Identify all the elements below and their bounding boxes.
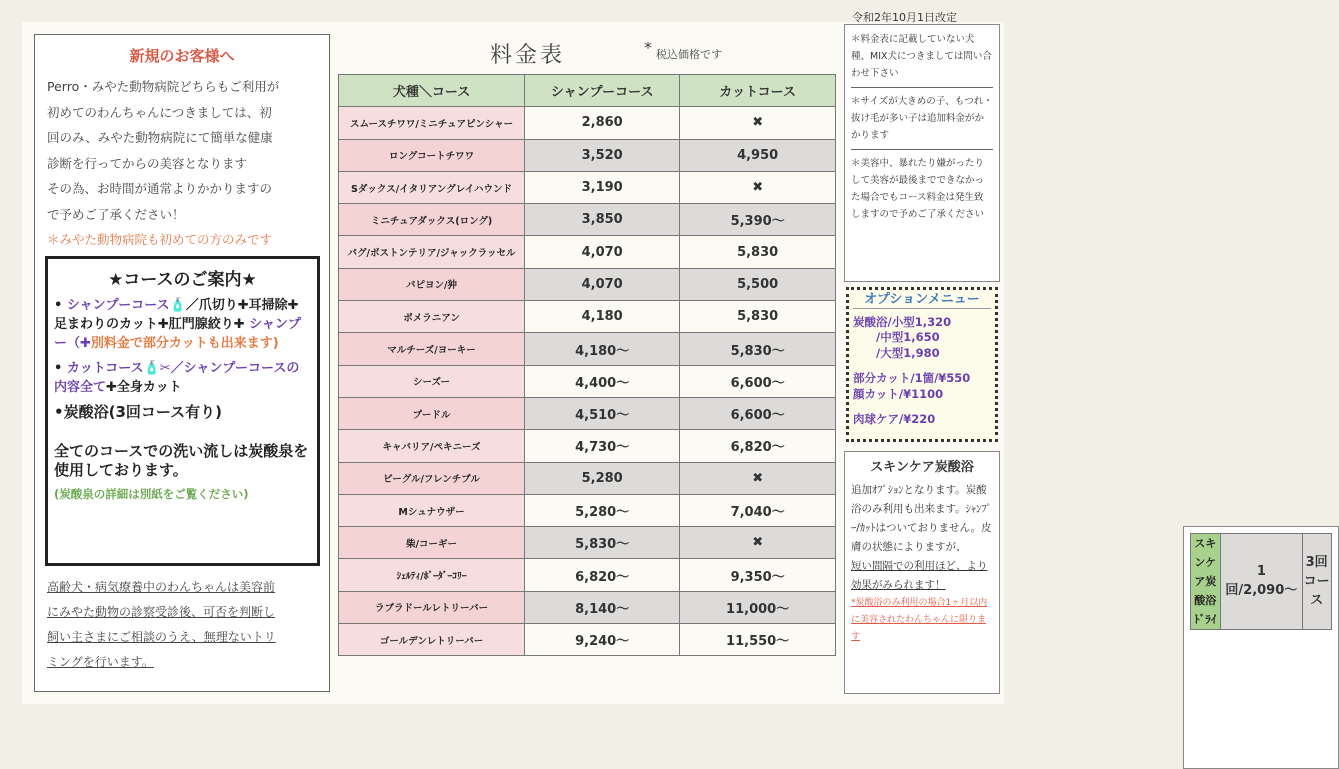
breed-cell: パピヨン/狆	[339, 268, 525, 300]
price-row	[339, 171, 836, 203]
shampoo-price-cell: 3,850	[525, 204, 680, 236]
shampoo-price-cell: 6,820〜	[525, 559, 680, 591]
cut-price-cell: 5,830〜	[680, 333, 836, 365]
cut-price-cell: 6,600〜	[680, 397, 836, 429]
breed-cell: Sダックス/イタリアングレイハウンド	[339, 171, 525, 203]
price-row	[339, 333, 836, 365]
header-cut: カットコース	[680, 75, 836, 107]
senior-line: 高齢犬・病気療養中のわんちゃんは美容前	[47, 580, 276, 594]
course-guide-title: ★コースのご案内★	[108, 270, 257, 290]
price-row	[339, 559, 836, 591]
revision-date: 令和2年10月1日改定	[852, 11, 957, 24]
carbonic-rinse-note: 全てのコースでの洗い流しは炭酸泉を使用しております。	[54, 442, 309, 479]
price-row	[339, 107, 836, 139]
option-line: /中型1,650	[853, 330, 940, 344]
shampoo-course-contents: ／爪切り✚耳掃除✚足まわりのカット✚肛門腺絞り✚	[54, 298, 299, 332]
shampoo-price-cell: 8,140〜	[525, 591, 680, 623]
senior-dog-note	[47, 575, 317, 675]
price-row	[339, 139, 836, 171]
senior-line: にみやた動物の診察受診後、可否を判断し	[47, 605, 276, 619]
option-line: 部分カット/1箇/¥550	[853, 371, 971, 385]
breed-cell: ビーグル/フレンチブル	[339, 462, 525, 494]
spacer	[853, 361, 991, 371]
shampoo-course-label: シャンプーコース🧴	[66, 298, 186, 313]
option-line: 肉球ケア/¥220	[853, 412, 936, 426]
shampoo-price-cell: 1回/2,090〜	[1220, 533, 1302, 629]
cut-price-cell: 4,950	[680, 139, 836, 171]
breed-cell: スキンケア炭酸浴ﾄﾞﾗｲ	[1190, 533, 1220, 629]
skincare-condition: *炭酸浴のみ利用の場合1ヶ月以内に美容されたわんちゃんに限ります	[851, 598, 988, 642]
tax-note: 税込価格です	[656, 48, 722, 61]
breed-cell: キャバリア/ペキニーズ	[339, 430, 525, 462]
note-large-dog: ＊サイズが大きめの子、もつれ・抜け毛が多い子は追加料金がかかります	[851, 96, 993, 141]
price-title: 料金表	[490, 43, 566, 68]
notes-panel	[844, 24, 1000, 282]
price-row	[339, 268, 836, 300]
senior-line: 飼い主さまにご相談のうえ、無理ないトリ	[47, 630, 276, 644]
divider	[851, 87, 993, 88]
intro-line: 初めてのわんちゃんにつきましては、初	[47, 104, 272, 120]
cut-course-contents: ／シャンプーコースの内容全て	[54, 361, 300, 395]
cut-price-cell: 5,830	[680, 301, 836, 333]
breed-cell: ポメラニアン	[339, 301, 525, 333]
breed-cell: マルチーズ/ヨーキー	[339, 333, 525, 365]
shampoo-price-cell: 5,830〜	[525, 527, 680, 559]
shampoo-course-partial-cut: 別料金で部分カットも出来ます)	[90, 336, 279, 351]
intro-line: で予めご了承ください！	[47, 206, 185, 222]
shampoo-price-cell: 2,860	[525, 107, 680, 139]
senior-line: ミングを行います。	[47, 655, 154, 669]
tax-star: *	[644, 38, 652, 57]
shampoo-price-cell: 3,520	[525, 139, 680, 171]
cut-price-cell: ✖	[680, 107, 836, 139]
new-customer-panel	[34, 34, 330, 692]
breed-cell: ロングコートチワワ	[339, 139, 525, 171]
header-breed: 犬種＼コース	[339, 75, 525, 107]
breed-cell: ミニチュアダックス(ロング)	[339, 204, 525, 236]
divider	[851, 149, 993, 150]
spacer	[853, 402, 991, 412]
option-menu-panel	[846, 287, 998, 442]
shampoo-price-cell: 4,180	[525, 301, 680, 333]
option-menu-title: オプションメニュー	[853, 292, 991, 309]
shampoo-price-cell: 4,070	[525, 268, 680, 300]
price-table-header	[339, 75, 836, 107]
header-shampoo: シャンプーコース	[525, 75, 680, 107]
skincare-body: 追加ｵﾌﾟｼｮﾝとなります。炭酸浴のみ利用も出来ます。ｼｬﾝﾌﾟｰ/ｶｯﾄはついておりません。皮膚の状態によりますが、	[851, 484, 992, 553]
price-row	[339, 591, 836, 623]
cut-price-cell: 6,600〜	[680, 365, 836, 397]
cut-course-fullcut: ✚全身カット	[106, 380, 182, 395]
shampoo-price-cell: 4,400〜	[525, 365, 680, 397]
shampoo-price-cell: 4,730〜	[525, 430, 680, 462]
shampoo-course-item: • シャンプーコース🧴／爪切り✚耳掃除✚足まわりのカット✚肛門腺絞り✚ シャンプー（✚別料金で部分カットも出来ます)	[54, 298, 301, 351]
cut-price-cell: 7,040〜	[680, 494, 836, 526]
cut-price-cell: ✖	[680, 171, 836, 203]
breed-cell: プードル	[339, 397, 525, 429]
note-unlisted-breed: ＊料金表に記載していない犬種、MIX犬につきましては問い合わせ下さい	[851, 34, 992, 79]
shampoo-price-cell: 9,240〜	[525, 624, 680, 656]
cut-price-cell: 5,500	[680, 268, 836, 300]
price-row	[1183, 526, 1339, 769]
price-row	[339, 527, 836, 559]
cut-price-cell: 11,550〜	[680, 624, 836, 656]
option-line: /大型1,980	[853, 345, 940, 360]
price-row	[339, 430, 836, 462]
price-row	[339, 301, 836, 333]
breed-cell: パグ/ボストンテリア/ジャックラッセル	[339, 236, 525, 268]
price-row	[339, 204, 836, 236]
option-line: 顔カット/¥1100	[853, 386, 944, 401]
carbonic-bath-item: •炭酸浴(3回コース有り)	[54, 403, 222, 421]
shampoo-price-cell: 3,190	[525, 171, 680, 203]
price-row	[339, 365, 836, 397]
skincare-title: スキンケア炭酸浴	[870, 460, 974, 475]
shampoo-price-cell: 4,180〜	[525, 333, 680, 365]
price-row	[339, 624, 836, 656]
breed-cell: ｼｪﾙﾃｨ/ﾎﾞｰﾀﾞｰｺﾘｰ	[339, 559, 525, 591]
price-header	[338, 36, 834, 70]
cut-course-item: • カットコース🧴✂／シャンプーコースの内容全て✚全身カット	[54, 361, 300, 395]
cut-price-cell: 9,350〜	[680, 559, 836, 591]
skincare-panel	[844, 451, 1000, 694]
price-row	[339, 397, 836, 429]
breed-cell: ラブラドールレトリーバー	[339, 591, 525, 623]
intro-line: 回のみ、みやた動物病院にて簡単な健康	[47, 130, 273, 145]
cut-price-cell: ✖	[680, 462, 836, 494]
shampoo-course-shampoo: シャンプー（✚	[54, 317, 301, 351]
intro-line: Perro・みやた動物病院どちらもご利用が	[47, 79, 280, 94]
shampoo-price-cell: 5,280〜	[525, 494, 680, 526]
cut-price-cell: 6,820〜	[680, 430, 836, 462]
cut-price-cell: 5,830	[680, 236, 836, 268]
skincare-effect: 短い間隔での利用ほど、より効果がみられます！	[851, 560, 988, 591]
new-customer-text	[35, 66, 329, 253]
shampoo-price-cell: 4,510〜	[525, 397, 680, 429]
cut-price-cell: 3回コース	[1302, 533, 1331, 629]
course-guide-box	[45, 256, 320, 566]
option-line: 炭酸浴/小型1,320	[853, 314, 952, 329]
intro-line: 診断を行ってからの美容となります	[47, 155, 248, 171]
breed-cell: Mシュナウザー	[339, 494, 525, 526]
new-customer-title: 新規のお客様へ	[129, 47, 235, 65]
cut-price-cell: 11,000〜	[680, 591, 836, 623]
cut-price-cell: ✖	[680, 527, 836, 559]
note-refusal: ＊美容中、暴れたり嫌がったりして美容が最後までできなかった場合でもコース料金は発生致しますので予めご了承ください	[851, 158, 985, 220]
breed-cell: シーズー	[339, 365, 525, 397]
price-row	[339, 494, 836, 526]
breed-cell: スムースチワワ/ミニチュアピンシャー	[339, 107, 525, 139]
shampoo-price-cell: 4,070	[525, 236, 680, 268]
cut-course-label: カットコース🧴✂	[66, 361, 171, 376]
carbonic-detail-note: (炭酸泉の詳細は別紙をご覧ください)	[54, 487, 249, 501]
intro-line: その為、お時間が通常よりかかりますの	[47, 181, 273, 196]
breed-cell: ゴールデンレトリーバー	[339, 624, 525, 656]
cut-price-cell: 5,390〜	[680, 204, 836, 236]
price-row	[339, 462, 836, 494]
shampoo-price-cell: 5,280	[525, 462, 680, 494]
breed-cell: 柴/コーギー	[339, 527, 525, 559]
intro-warning: ＊みやた動物病院も初めての方のみです	[47, 232, 273, 247]
price-row	[339, 236, 836, 268]
